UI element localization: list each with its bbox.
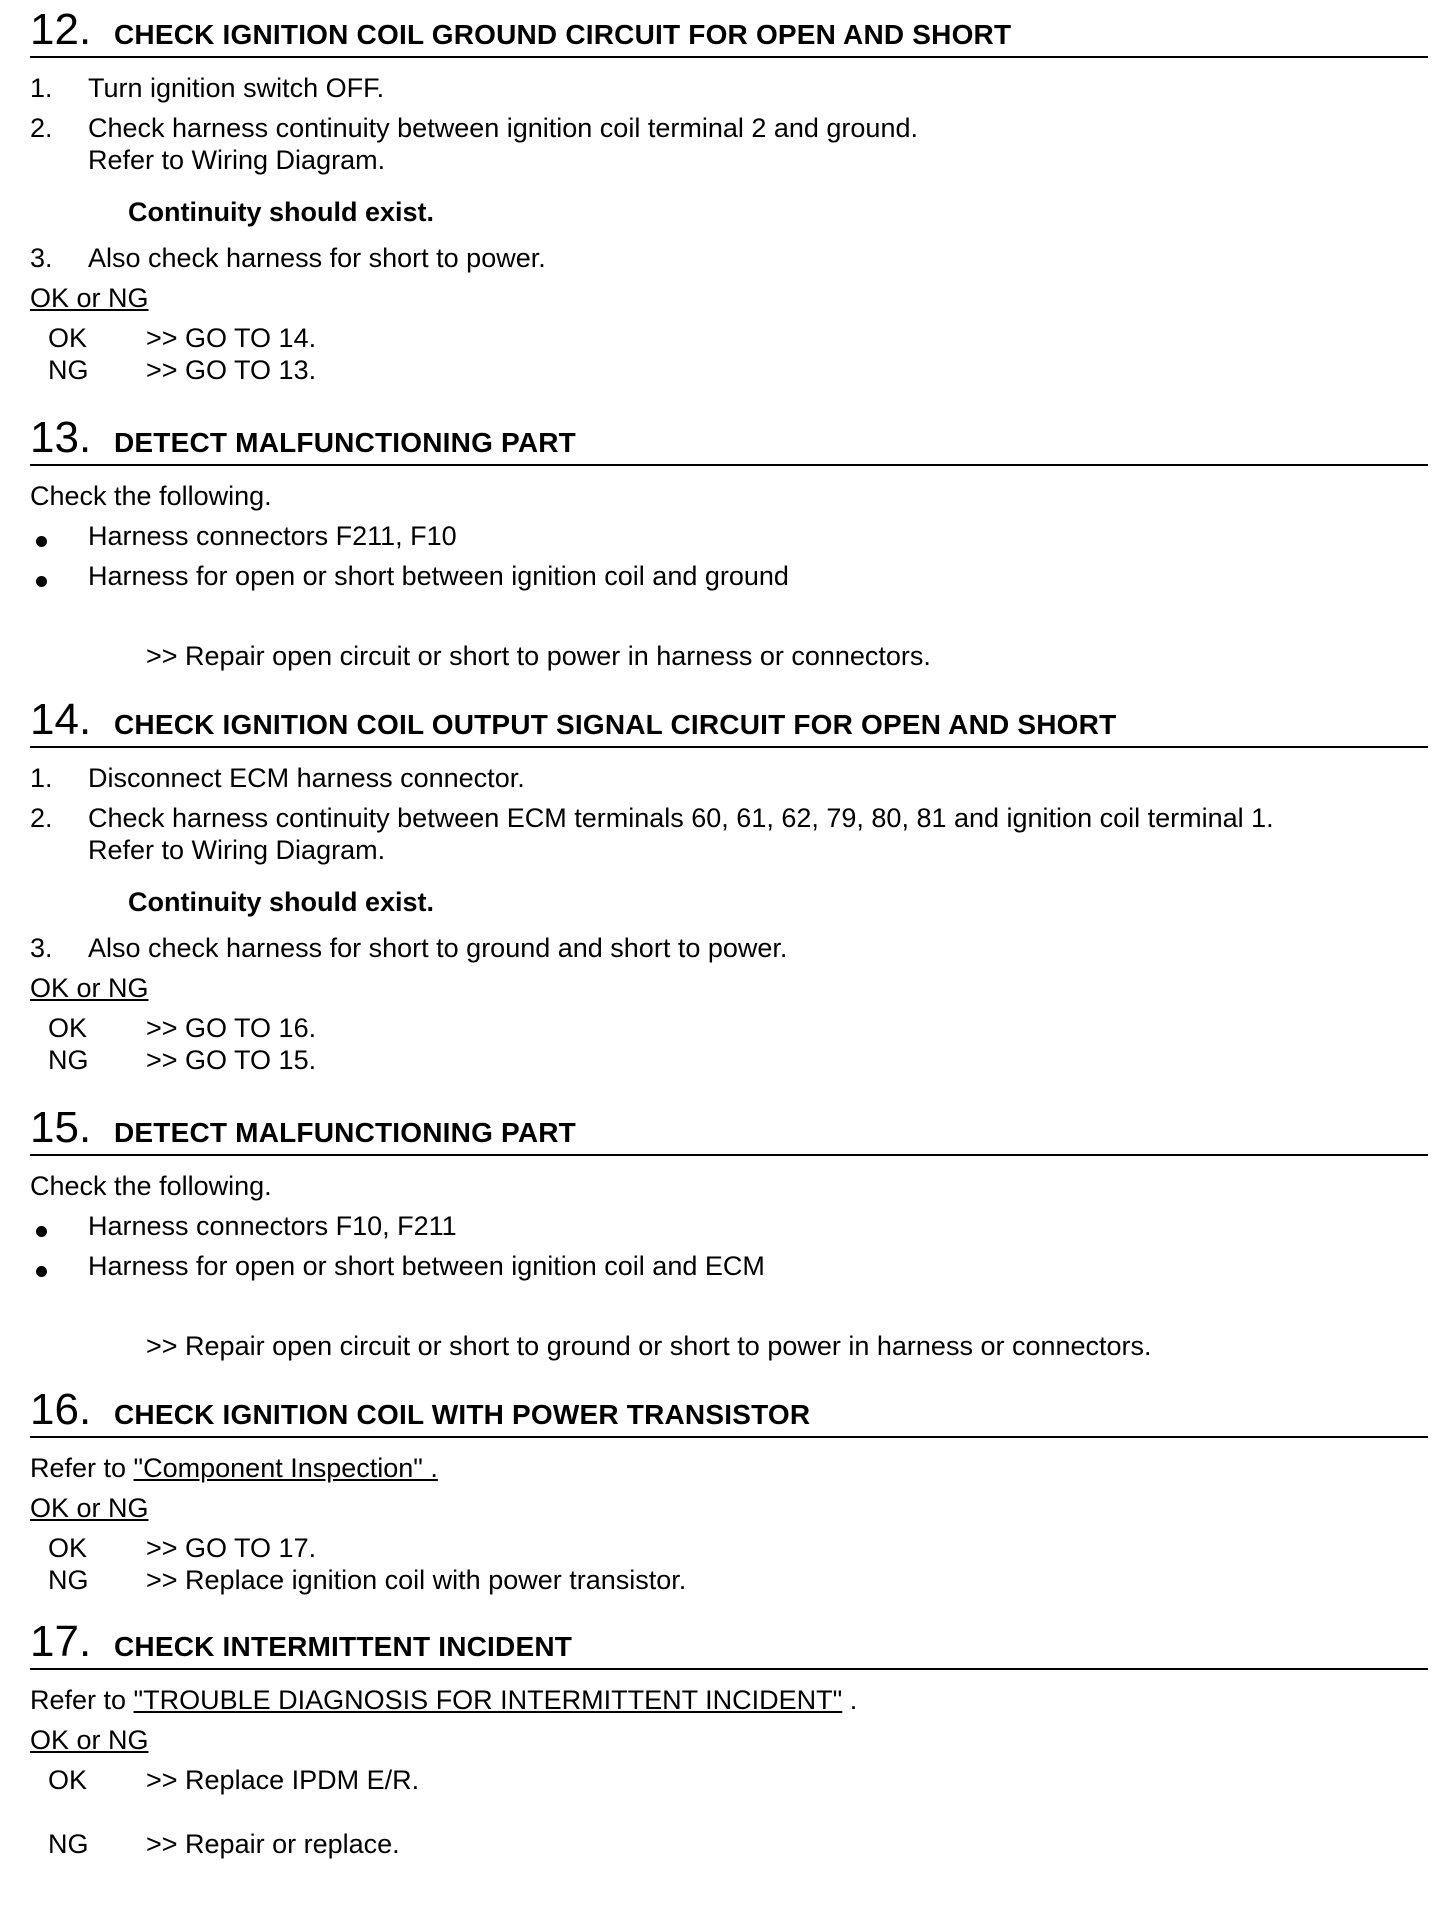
- bullet-icon: [36, 536, 47, 547]
- action-text: >> Repair open circuit or short to power in harness or connectors.: [146, 641, 931, 671]
- step-number: 14.: [30, 695, 92, 744]
- ok-ng-label: OK or NG: [30, 973, 149, 1003]
- result-ok-key: OK: [48, 1533, 88, 1563]
- ok-ng-label: OK or NG: [30, 1725, 149, 1755]
- intro-text: Check the following.: [30, 481, 272, 511]
- item-text: Disconnect ECM harness connector.: [88, 763, 525, 793]
- item-number: 2.: [30, 113, 53, 143]
- result-ok-value: >> GO TO 17.: [146, 1533, 317, 1563]
- step-title: CHECK IGNITION COIL WITH POWER TRANSISTOR: [114, 1399, 811, 1430]
- result-ok-value: >> GO TO 16.: [146, 1013, 317, 1043]
- ok-ng-label: OK or NG: [30, 1493, 149, 1523]
- step-14: [30, 696, 1428, 1086]
- result-ok-key: OK: [48, 1013, 88, 1043]
- refer-suffix: .: [842, 1685, 858, 1715]
- item-number: 1.: [30, 763, 53, 793]
- refer-line: [30, 1452, 438, 1484]
- result-ok-value: >> Replace IPDM E/R.: [146, 1765, 420, 1795]
- step-title: CHECK IGNITION COIL GROUND CIRCUIT FOR OPEN AND SHORT: [114, 19, 1012, 50]
- item-text: Also check harness for short to ground and short to power.: [88, 933, 788, 963]
- result-ng-key: NG: [48, 1565, 89, 1595]
- bullet-text: Harness for open or short between ignition coil and ECM: [88, 1251, 765, 1281]
- bullet-icon: [36, 1266, 47, 1277]
- item-text: Check harness continuity between ignition coil terminal 2 and ground.: [88, 113, 918, 143]
- item-text: Refer to Wiring Diagram.: [88, 835, 386, 865]
- spec-text: Continuity should exist.: [128, 887, 435, 917]
- refer-prefix: Refer to: [30, 1685, 134, 1715]
- result-ng-key: NG: [48, 355, 89, 385]
- result-ng-key: NG: [48, 1829, 89, 1859]
- item-text: Check harness continuity between ECM terminals 60, 61, 62, 79, 80, 81 and ignition coil terminal 1.: [88, 803, 1274, 833]
- item-number: 3.: [30, 243, 53, 273]
- component-inspection-link[interactable]: "Component Inspection" .: [133, 1453, 438, 1483]
- action-text: >> Repair open circuit or short to ground or short to power in harness or connectors.: [146, 1331, 1152, 1361]
- step-number: 15.: [30, 1103, 92, 1152]
- bullet-icon: [36, 576, 47, 587]
- item-text: Turn ignition switch OFF.: [88, 73, 385, 103]
- result-ok-key: OK: [48, 1765, 88, 1795]
- item-number: 2.: [30, 803, 53, 833]
- result-ng-value: >> Replace ignition coil with power transistor.: [146, 1565, 687, 1595]
- spec-text: Continuity should exist.: [128, 197, 435, 227]
- step-header: [30, 1104, 1428, 1156]
- bullet-text: Harness connectors F211, F10: [88, 521, 457, 551]
- result-ok-value: >> GO TO 14.: [146, 323, 317, 353]
- result-ng-value: >> GO TO 15.: [146, 1045, 317, 1075]
- item-text: Refer to Wiring Diagram.: [88, 145, 386, 175]
- ok-ng-label: OK or NG: [30, 283, 149, 313]
- step-header: [30, 1386, 1428, 1438]
- bullet-text: Harness for open or short between ignition coil and ground: [88, 561, 789, 591]
- step-title: CHECK IGNITION COIL OUTPUT SIGNAL CIRCUIT FOR OPEN AND SHORT: [114, 709, 1117, 740]
- step-number: 13.: [30, 413, 92, 462]
- step-number: 16.: [30, 1385, 92, 1434]
- step-16: [30, 1385, 1428, 1595]
- refer-line: [30, 1684, 857, 1716]
- step-15: [30, 1104, 1428, 1374]
- result-ng-key: NG: [48, 1045, 89, 1075]
- result-ng-value: >> GO TO 13.: [146, 355, 317, 385]
- item-text: Also check harness for short to power.: [88, 243, 546, 273]
- bullet-icon: [36, 1226, 47, 1237]
- item-number: 3.: [30, 933, 53, 963]
- step-header: [30, 1618, 1428, 1670]
- intro-text: Check the following.: [30, 1171, 272, 1201]
- step-17: [30, 1618, 1428, 1868]
- step-header: [30, 414, 1428, 466]
- step-12: [30, 5, 1428, 385]
- step-13: [30, 414, 1428, 684]
- step-title: CHECK INTERMITTENT INCIDENT: [114, 1631, 573, 1662]
- result-ok-key: OK: [48, 323, 88, 353]
- bullet-text: Harness connectors F10, F211: [88, 1211, 457, 1241]
- item-number: 1.: [30, 73, 53, 103]
- refer-prefix: Refer to: [30, 1453, 134, 1483]
- result-ng-value: >> Repair or replace.: [146, 1829, 400, 1859]
- step-title: DETECT MALFUNCTIONING PART: [114, 427, 576, 458]
- step-header: [30, 696, 1428, 748]
- step-header: [30, 6, 1428, 58]
- step-number: 12.: [30, 5, 92, 54]
- intermittent-incident-link[interactable]: "TROUBLE DIAGNOSIS FOR INTERMITTENT INCIDENT": [133, 1685, 843, 1715]
- step-title: DETECT MALFUNCTIONING PART: [114, 1117, 576, 1148]
- step-number: 17.: [30, 1617, 92, 1666]
